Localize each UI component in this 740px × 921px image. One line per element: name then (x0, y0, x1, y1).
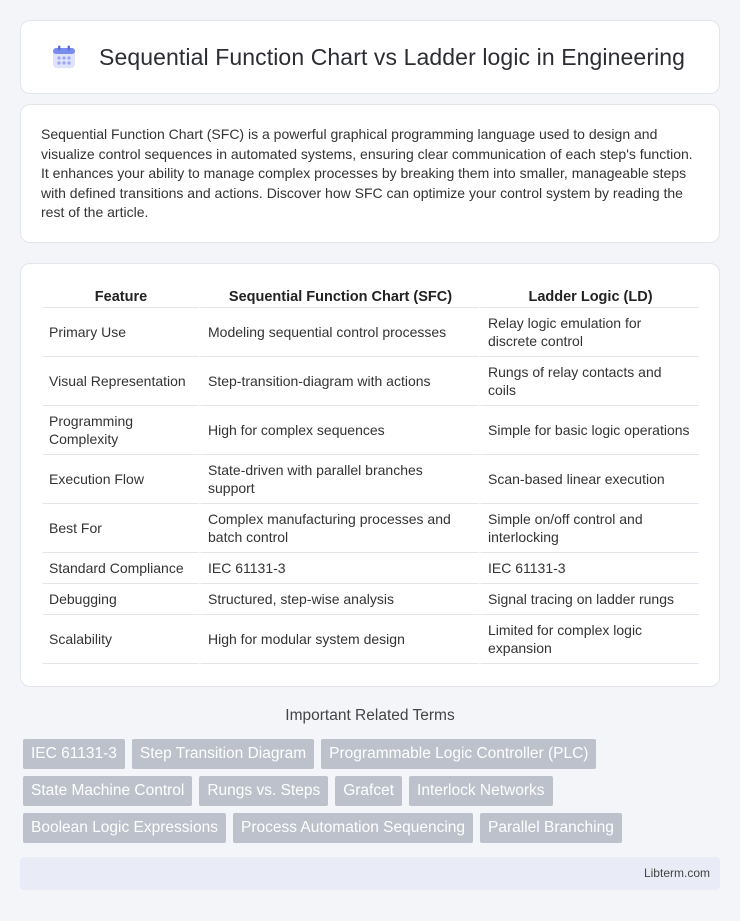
feature-cell: Primary Use (43, 308, 199, 357)
related-terms-title: Important Related Terms (285, 707, 455, 724)
sfc-cell: Complex manufacturing processes and batch control (199, 504, 479, 553)
feature-cell: Execution Flow (43, 455, 199, 504)
term-tag[interactable]: Parallel Branching (480, 813, 622, 843)
sfc-cell: High for complex sequences (199, 406, 479, 455)
sfc-cell: High for modular system design (199, 615, 479, 664)
term-tag[interactable]: Process Automation Sequencing (233, 813, 473, 843)
header-feature: Feature (43, 282, 199, 308)
comparison-table (43, 282, 699, 664)
term-tag[interactable]: Grafcet (335, 776, 402, 806)
table-row (43, 455, 699, 504)
term-tag[interactable]: Rungs vs. Steps (199, 776, 328, 806)
table-row (43, 357, 699, 406)
intro-paragraph: Sequential Function Chart (SFC) is a powerful graphical programming language used to design and visualize control sequences in automated systems, ensuring clear communication of each step's function. It enhances your ability to manage complex processes by breaking them into smaller, manageable steps with defined transitions and actions. Discover how SFC can optimize your control system by reading the rest of the article. (41, 126, 693, 220)
table-row (43, 615, 699, 664)
calendar-icon (51, 44, 77, 70)
header-ld: Ladder Logic (LD) (479, 282, 699, 308)
term-tag[interactable]: Step Transition Diagram (132, 739, 314, 769)
term-row (23, 776, 723, 806)
intro-card (20, 104, 720, 243)
header-sfc: Sequential Function Chart (SFC) (199, 282, 479, 308)
term-row (23, 739, 723, 769)
ld-cell: Signal tracing on ladder rungs (479, 584, 699, 615)
ld-cell: Limited for complex logic expansion (479, 615, 699, 664)
table-row (43, 308, 699, 357)
ld-cell: Simple on/off control and interlocking (479, 504, 699, 553)
ld-cell: Relay logic emulation for discrete control (479, 308, 699, 357)
sfc-cell: Structured, step-wise analysis (199, 584, 479, 615)
table-row (43, 406, 699, 455)
comparison-card (20, 263, 720, 687)
feature-cell: Programming Complexity (43, 406, 199, 455)
feature-cell: Visual Representation (43, 357, 199, 406)
term-tag[interactable]: Interlock Networks (409, 776, 552, 806)
ld-cell: Scan-based linear execution (479, 455, 699, 504)
sfc-cell: IEC 61131-3 (199, 553, 479, 584)
ld-cell: Simple for basic logic operations (479, 406, 699, 455)
table-row (43, 584, 699, 615)
title-card (20, 20, 720, 94)
term-tag[interactable]: Boolean Logic Expressions (23, 813, 226, 843)
sfc-cell: State-driven with parallel branches support (199, 455, 479, 504)
page-title: Sequential Function Chart vs Ladder logic in Engineering (99, 43, 686, 70)
ld-cell: IEC 61131-3 (479, 553, 699, 584)
table-row (43, 504, 699, 553)
term-tag[interactable]: State Machine Control (23, 776, 192, 806)
table-header-row (43, 282, 699, 308)
sfc-cell: Modeling sequential control processes (199, 308, 479, 357)
footer (20, 857, 720, 890)
feature-cell: Debugging (43, 584, 199, 615)
feature-cell: Scalability (43, 615, 199, 664)
sfc-cell: Step-transition-diagram with actions (199, 357, 479, 406)
ld-cell: Rungs of relay contacts and coils (479, 357, 699, 406)
term-tag[interactable]: IEC 61131-3 (23, 739, 125, 769)
feature-cell: Best For (43, 504, 199, 553)
table-row (43, 553, 699, 584)
term-row (23, 813, 723, 843)
footer-link[interactable]: Libterm.com (643, 866, 710, 880)
term-tag[interactable]: Programmable Logic Controller (PLC) (321, 739, 596, 769)
feature-cell: Standard Compliance (43, 553, 199, 584)
related-terms (23, 739, 723, 850)
